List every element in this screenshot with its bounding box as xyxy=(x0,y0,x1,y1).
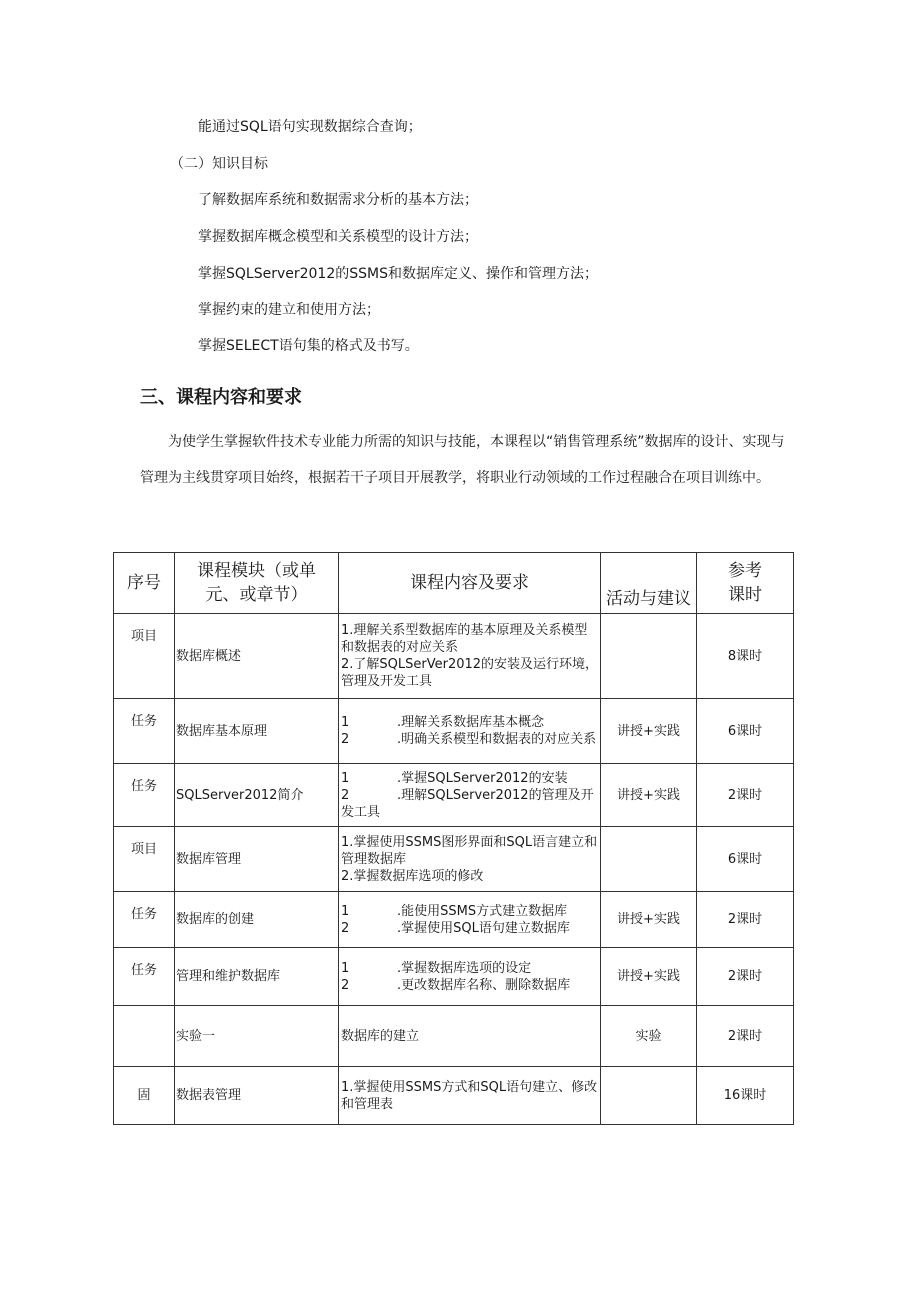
content-item xyxy=(341,903,600,920)
row-hours: 2课时 xyxy=(697,892,794,948)
content-item-text: .更改数据库名称、删除数据库 xyxy=(397,977,571,993)
content-item-text: 1.理解关系型数据库的基本原理及关系模型和数据表的对应关系 xyxy=(341,623,588,655)
row-activity xyxy=(601,614,697,699)
row-module: 实验一 xyxy=(175,1006,339,1067)
content-item-text: 1.掌握使用SSMS方式和SQL语句建立、修改和管理表 xyxy=(341,1079,598,1112)
table-row xyxy=(114,699,794,764)
row-no: 任务 xyxy=(114,699,175,764)
row-activity: 讲授+实践 xyxy=(601,764,697,827)
row-module: 数据库概述 xyxy=(175,614,339,699)
row-content xyxy=(339,1006,601,1067)
objective-line: 掌握SELECT语句集的格式及书写。 xyxy=(198,338,419,354)
row-no: 任务 xyxy=(114,948,175,1006)
content-item xyxy=(341,868,600,885)
row-content xyxy=(339,764,601,827)
row-hours: 2课时 xyxy=(697,948,794,1006)
row-hours: 6课时 xyxy=(697,699,794,764)
content-item xyxy=(341,1028,600,1045)
objective-line: 掌握约束的建立和使用方法； xyxy=(198,302,380,318)
content-item-number: 1 xyxy=(341,770,350,786)
row-hours: 2课时 xyxy=(697,1006,794,1067)
content-item xyxy=(341,960,600,977)
content-item-text: .掌握SQLServer2012的安装 xyxy=(397,770,568,786)
row-hours: 16课时 xyxy=(697,1067,794,1125)
content-item xyxy=(341,731,600,748)
content-item xyxy=(341,714,600,731)
content-item xyxy=(341,920,600,937)
content-item-text: .理解SQLServer2012的管理及开发工具 xyxy=(341,787,594,820)
row-module: 数据库管理 xyxy=(175,827,339,892)
row-no: 任务 xyxy=(114,764,175,827)
header-activity: 活动与建议 xyxy=(601,553,697,614)
header-content: 课程内容及要求 xyxy=(339,553,601,614)
content-item xyxy=(341,977,600,994)
row-activity xyxy=(601,1067,697,1125)
content-item xyxy=(341,834,600,868)
row-hours: 6课时 xyxy=(697,827,794,892)
content-item xyxy=(341,787,600,821)
row-module: 数据库的创建 xyxy=(175,892,339,948)
content-item-text: .能使用SSMS方式建立数据库 xyxy=(397,903,568,919)
intro-paragraph: 为使学生掌握软件技术专业能力所需的知识与技能，本课程以“销售管理系统”数据库的设计、实现与管理为主线贯穿项目始终，根据若干子项目开展教学，将职业行动领域的工作过程融合在项目训练中。 xyxy=(140,434,785,486)
content-item-number: 2 xyxy=(341,977,350,993)
content-item-text: 1.掌握使用SSMS图形界面和SQL语言建立和管理数据库 xyxy=(341,834,598,867)
content-item-text: 2.了解SQLSerVer2012的安装及运行环境，管理及开发工具 xyxy=(341,657,599,689)
row-activity: 讲授+实践 xyxy=(601,699,697,764)
table-row xyxy=(114,948,794,1006)
knowledge-objectives-heading: （二）知识目标 xyxy=(170,156,268,172)
row-activity: 实验 xyxy=(601,1006,697,1067)
row-activity: 讲授+实践 xyxy=(601,892,697,948)
content-item-text: .理解关系数据库基本概念 xyxy=(397,715,545,730)
row-module: 数据库基本原理 xyxy=(175,699,339,764)
row-hours: 8课时 xyxy=(697,614,794,699)
table-header-row xyxy=(114,553,794,614)
row-activity xyxy=(601,827,697,892)
row-activity: 讲授+实践 xyxy=(601,948,697,1006)
table-row xyxy=(114,827,794,892)
header-module: 课程模块（或单元、或章节） xyxy=(175,553,339,614)
row-module: 数据表管理 xyxy=(175,1067,339,1125)
row-module: 管理和维护数据库 xyxy=(175,948,339,1006)
content-item-text: 数据库的建立 xyxy=(341,1028,420,1044)
row-no: 项目 xyxy=(114,827,175,892)
row-content xyxy=(339,892,601,948)
content-item-text: .掌握使用SQL语句建立数据库 xyxy=(397,920,570,936)
content-item-number: 2 xyxy=(341,787,350,803)
objective-line: 能通过SQL语句实现数据综合查询； xyxy=(198,119,422,135)
objective-line: 了解数据库系统和数据需求分析的基本方法； xyxy=(198,192,478,208)
table-row xyxy=(114,764,794,827)
course-content-table xyxy=(113,552,794,1125)
table-row xyxy=(114,892,794,948)
objective-line: 掌握SQLServer2012的SSMS和数据库定义、操作和管理方法； xyxy=(198,266,598,282)
content-item xyxy=(341,622,600,656)
table-row xyxy=(114,1006,794,1067)
content-item-text: 2.掌握数据库选项的修改 xyxy=(341,868,484,884)
row-hours: 2课时 xyxy=(697,764,794,827)
header-no: 序号 xyxy=(114,553,175,614)
content-item-number: 2 xyxy=(341,920,350,936)
row-no: 项目 xyxy=(114,614,175,699)
content-item-text: .掌握数据库选项的设定 xyxy=(397,960,532,976)
row-content xyxy=(339,948,601,1006)
content-item-text: .明确关系模型和数据表的对应关系 xyxy=(397,732,597,747)
row-no xyxy=(114,1006,175,1067)
content-item-number: 2 xyxy=(341,732,350,747)
content-item xyxy=(341,656,600,690)
section-heading: 三、课程内容和要求 xyxy=(140,387,302,408)
header-hours: 参考课时 xyxy=(697,553,794,614)
table-row xyxy=(114,1067,794,1125)
row-no: 固 xyxy=(114,1067,175,1125)
content-item-number: 1 xyxy=(341,960,350,976)
content-item xyxy=(341,1079,600,1113)
table-row xyxy=(114,614,794,699)
objective-line: 掌握数据库概念模型和关系模型的设计方法； xyxy=(198,229,478,245)
row-content xyxy=(339,614,601,699)
row-module: SQLServer2012简介 xyxy=(175,764,339,827)
row-content xyxy=(339,1067,601,1125)
content-item-number: 1 xyxy=(341,903,350,919)
content-item-number: 1 xyxy=(341,715,350,730)
row-content xyxy=(339,827,601,892)
row-no: 任务 xyxy=(114,892,175,948)
row-content xyxy=(339,699,601,764)
content-item xyxy=(341,770,600,787)
